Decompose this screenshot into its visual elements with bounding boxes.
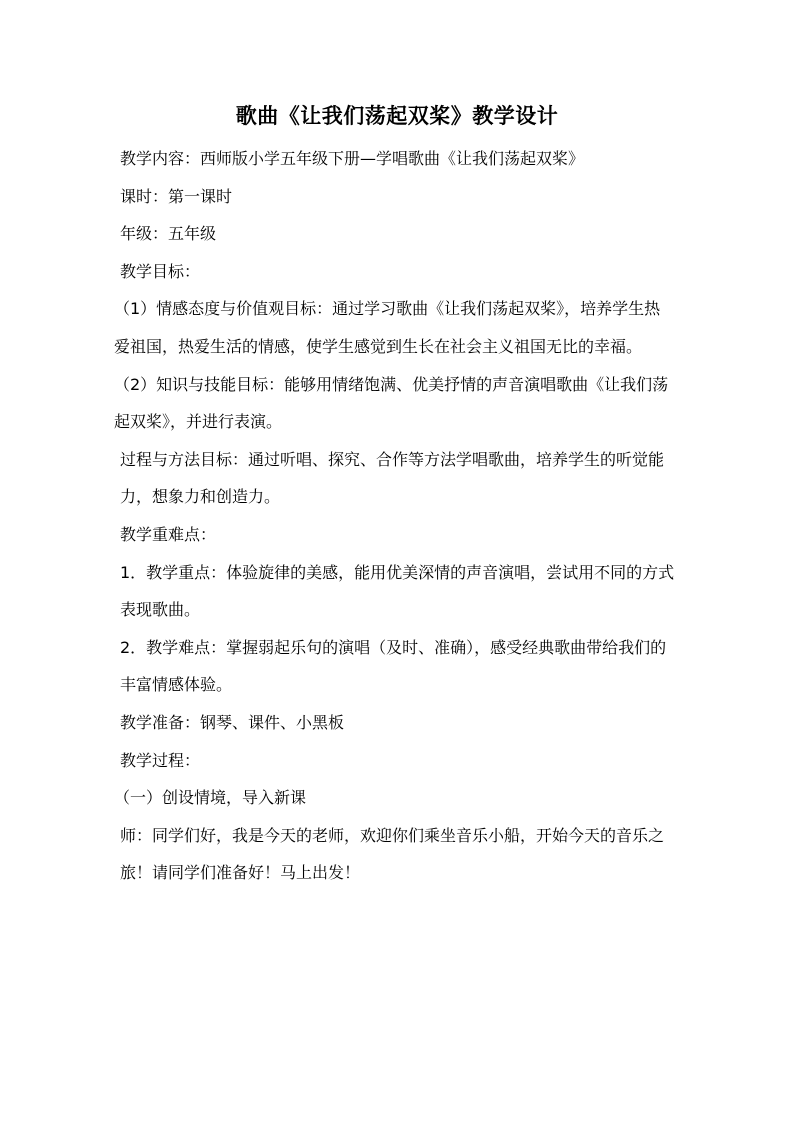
paragraph-teaching-content: 教学内容：西师版小学五年级下册—学唱歌曲《让我们荡起双桨》 — [120, 149, 585, 168]
paragraph-class-hours: 课时：第一课时 — [120, 186, 233, 206]
paragraph-grade: 年级：五年级 — [120, 224, 217, 244]
paragraph-key-points-heading: 教学重难点： — [120, 524, 217, 544]
document-body — [114, 140, 676, 892]
paragraph-objectives-heading: 教学目标： — [120, 261, 201, 281]
paragraph-objective-emotion: （1）情感态度与价值观目标：通过学习歌曲《让我们荡起双桨》，培养学生热爱祖国，热爱生活的情感，使学生感觉到生长在社会主义祖国无比的幸福。 — [114, 299, 661, 356]
paragraph-difficult-point: 2．教学难点：掌握弱起乐句的演唱（及时、准确），感受经典歌曲带给我们的丰富情感体验。 — [120, 637, 667, 695]
document-title: 歌曲《让我们荡起双桨》教学设计 — [235, 104, 559, 128]
paragraph-section-one: （一）创设情境，导入新课 — [114, 788, 307, 808]
paragraph-objective-process: 过程与方法目标：通过听唱、探究、合作等方法学唱歌曲，培养学生的听觉能力，想象力和创造力。 — [120, 449, 665, 507]
paragraph-process-heading: 教学过程： — [120, 750, 201, 770]
paragraph-teacher-intro: 师：同学们好，我是今天的老师，欢迎你们乘坐音乐小船，开始今天的音乐之旅！请同学们准备好！马上出发！ — [120, 825, 665, 883]
paragraph-preparation: 教学准备：钢琴、课件、小黑板 — [120, 712, 345, 732]
paragraph-key-point: 1．教学重点：体验旋律的美感，能用优美深情的声音演唱，尝试用不同的方式表现歌曲。 — [120, 562, 675, 620]
paragraph-objective-skills: （2）知识与技能目标：能够用情绪饱满、优美抒情的声音演唱歌曲《让我们荡起双桨》，并进行表演。 — [114, 374, 669, 432]
